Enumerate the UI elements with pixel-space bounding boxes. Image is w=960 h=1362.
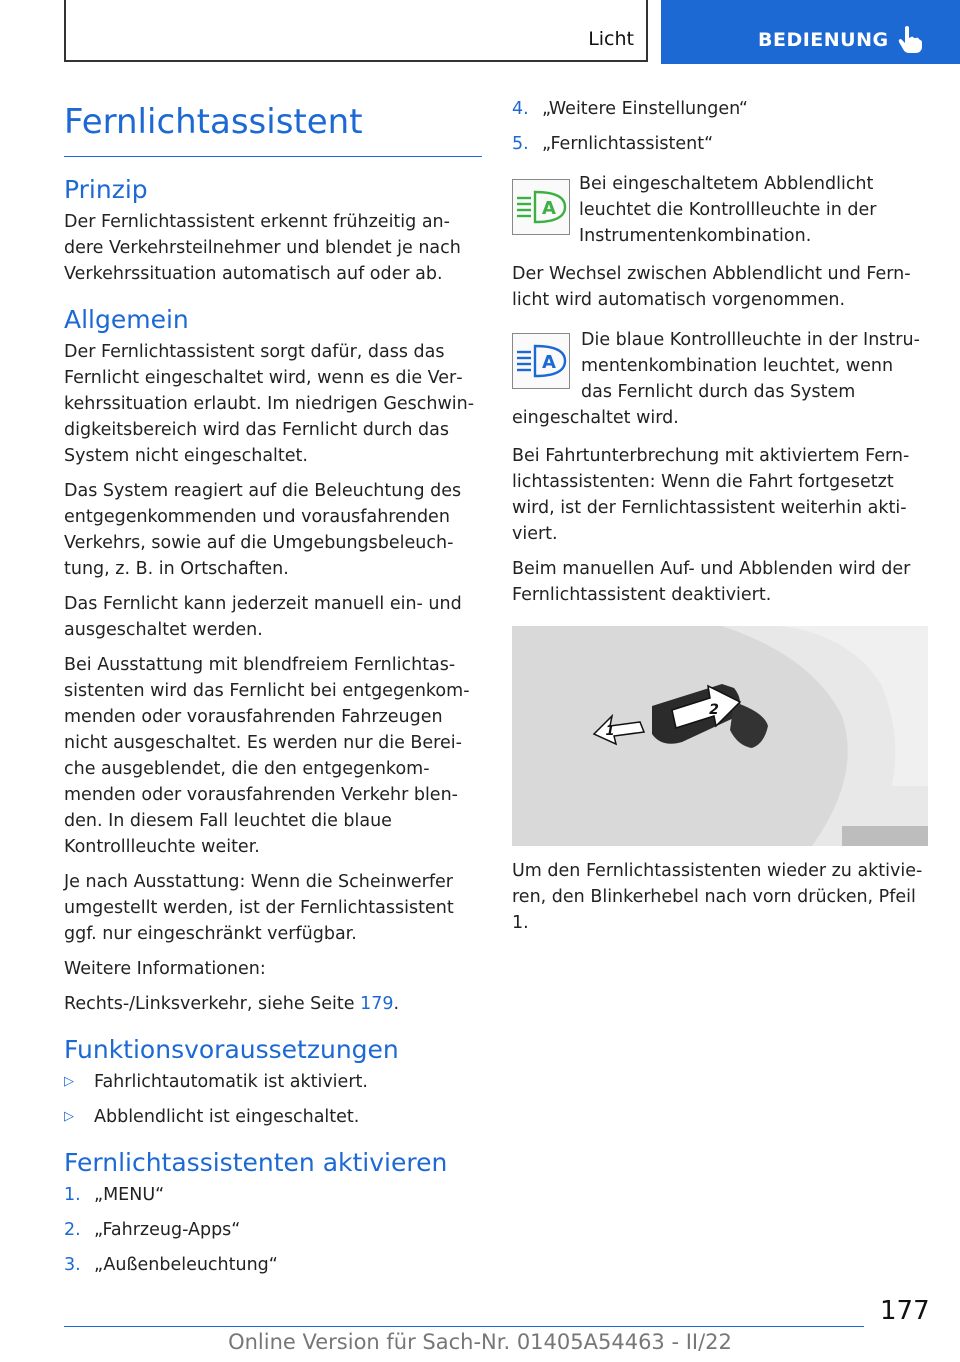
prinzip-text: Der Fernlichtassistent erkennt frühzeitig andere Verkehrsteilnehmer und blendet je nach Verkehrssituation automatisch auf oder ab. <box>64 212 461 284</box>
steps-list-right <box>512 96 928 157</box>
allgemein-p2: Das System reagiert auf die Beleuchtung des entgegenkommenden und vorausfahrenden Verkehrs, sowie auf die Umgebungsbeleuchtung, z. B. in Ortschaften. <box>64 481 462 579</box>
page-title: Fernlichtassistent <box>64 96 482 157</box>
high-beam-assistant-green-icon <box>512 179 570 235</box>
heading-aktivieren: Fernlichtassistenten aktivieren <box>64 1148 448 1177</box>
header-section-label: Licht <box>588 28 634 50</box>
turn-signal-lever-illustration <box>512 626 928 846</box>
header-chapter-tab[interactable] <box>661 0 960 64</box>
step-number: 1. <box>64 1185 81 1205</box>
allgemein-p5: Je nach Ausstattung: Wenn die Scheinwerfer umgestellt werden, ist der Fernlichtassistent ggf. nur eingeschränkt verfügbar. <box>64 872 454 944</box>
list-item <box>64 1069 482 1095</box>
manuell-text: Beim manuellen Auf- und Abblenden wird der Fernlichtassistent deaktiviert. <box>512 559 911 605</box>
triangle-bullet-icon: ▷ <box>64 1074 74 1089</box>
step-number: 5. <box>512 134 529 154</box>
steps-list-left <box>64 1182 482 1278</box>
footer-divider <box>64 1326 864 1327</box>
header-section-box <box>64 0 648 62</box>
indicator-green-row <box>512 171 928 249</box>
step-number: 2. <box>64 1220 81 1240</box>
page-link-179[interactable]: 179 <box>360 994 394 1014</box>
header-chapter-label: BEDIENUNG <box>758 29 889 51</box>
arrow-label-1: 1 <box>605 724 615 739</box>
crossref-text: Rechts-/Linksverkehr, siehe Seite <box>64 994 361 1014</box>
page-number: 177 <box>880 1296 930 1326</box>
indicator-green-text: Bei eingeschaltetem Abblendlicht leuchtet die Kontrollleuchte in der Instrumentenkombination. <box>579 174 877 246</box>
step-item <box>512 96 928 122</box>
heading-prinzip: Prinzip <box>64 175 148 204</box>
arrow-label-2: 2 <box>709 702 719 718</box>
step-item <box>512 131 928 157</box>
indicator-blue-row <box>512 327 928 431</box>
heading-allgemein: Allgemein <box>64 305 189 334</box>
svg-text:A: A <box>542 198 556 219</box>
step-text: „Fahrzeug-Apps“ <box>94 1220 241 1240</box>
allgemein-p7 <box>64 991 482 1017</box>
step-item <box>64 1217 482 1243</box>
wechsel-text: Der Wechsel zwischen Abblendlicht und Fernlicht wird automatisch vorgenommen. <box>512 264 911 310</box>
step-text: „Fernlichtassistent“ <box>542 134 714 154</box>
list-item-text: Abblendlicht ist eingeschaltet. <box>94 1107 360 1127</box>
triangle-bullet-icon: ▷ <box>64 1109 74 1124</box>
step-text: „MENU“ <box>94 1185 165 1205</box>
requirements-list <box>64 1069 482 1130</box>
step-number: 4. <box>512 99 529 119</box>
list-item-text: Fahrlichtautomatik ist aktiviert. <box>94 1072 368 1092</box>
list-item <box>64 1104 482 1130</box>
hand-pointer-icon <box>897 24 923 54</box>
aktivieren-text: Um den Fernlichtassistenten wieder zu aktivieren, den Blinkerhebel nach vorn drücken, Pfeil 1. <box>512 861 923 933</box>
heading-voraussetzungen: Funktionsvoraussetzungen <box>64 1035 399 1064</box>
left-column <box>64 96 482 1288</box>
allgemein-p4: Bei Ausstattung mit blendfreiem Fernlichtassistenten wird das Fernlicht bei entgegenkommenden oder vorausfahrenden Fahrzeugen nicht ausgeschaltet. Es werden nur die Bereiche ausgeblendet, die den entgegenkommenden oder vorausfahrenden Verkehr blenden. In diesem Fall leuchtet die blaue Kontrollleuchte weiter. <box>64 655 470 857</box>
allgemein-p3: Das Fernlicht kann jederzeit manuell ein- und ausgeschaltet werden. <box>64 594 462 640</box>
high-beam-assistant-blue-icon <box>512 333 570 389</box>
step-item <box>64 1252 482 1278</box>
allgemein-p6: Weitere Informationen: <box>64 959 266 979</box>
crossref-end: . <box>393 994 400 1014</box>
step-item <box>64 1182 482 1208</box>
online-version-note: Online Version für Sach-Nr. 01405A54463 - II/22 <box>228 1330 732 1354</box>
fahrtunterbrechung-text: Bei Fahrtunterbrechung mit aktiviertem Fernlichtassistenten: Wenn die Fahrt fortgesetzt wird, ist der Fernlichtassistent weiterhin aktiviert. <box>512 446 910 544</box>
step-text: „Außenbeleuchtung“ <box>94 1255 278 1275</box>
svg-text:A: A <box>542 352 556 373</box>
indicator-blue-text: Die blaue Kontrollleuchte in der Instrumentenkombination leuchtet, wenn das Fernlicht durch das System eingeschaltet wird. <box>512 330 920 428</box>
right-column <box>512 96 928 945</box>
step-number: 3. <box>64 1255 81 1275</box>
step-text: „Weitere Einstellungen“ <box>542 99 749 119</box>
allgemein-p1: Der Fernlichtassistent sorgt dafür, dass das Fernlicht eingeschaltet wird, wenn es die Verkehrssituation erlaubt. Im niedrigen Geschwindigkeitsbereich wird das Fernlicht durch das System nicht eingeschaltet. <box>64 342 475 466</box>
